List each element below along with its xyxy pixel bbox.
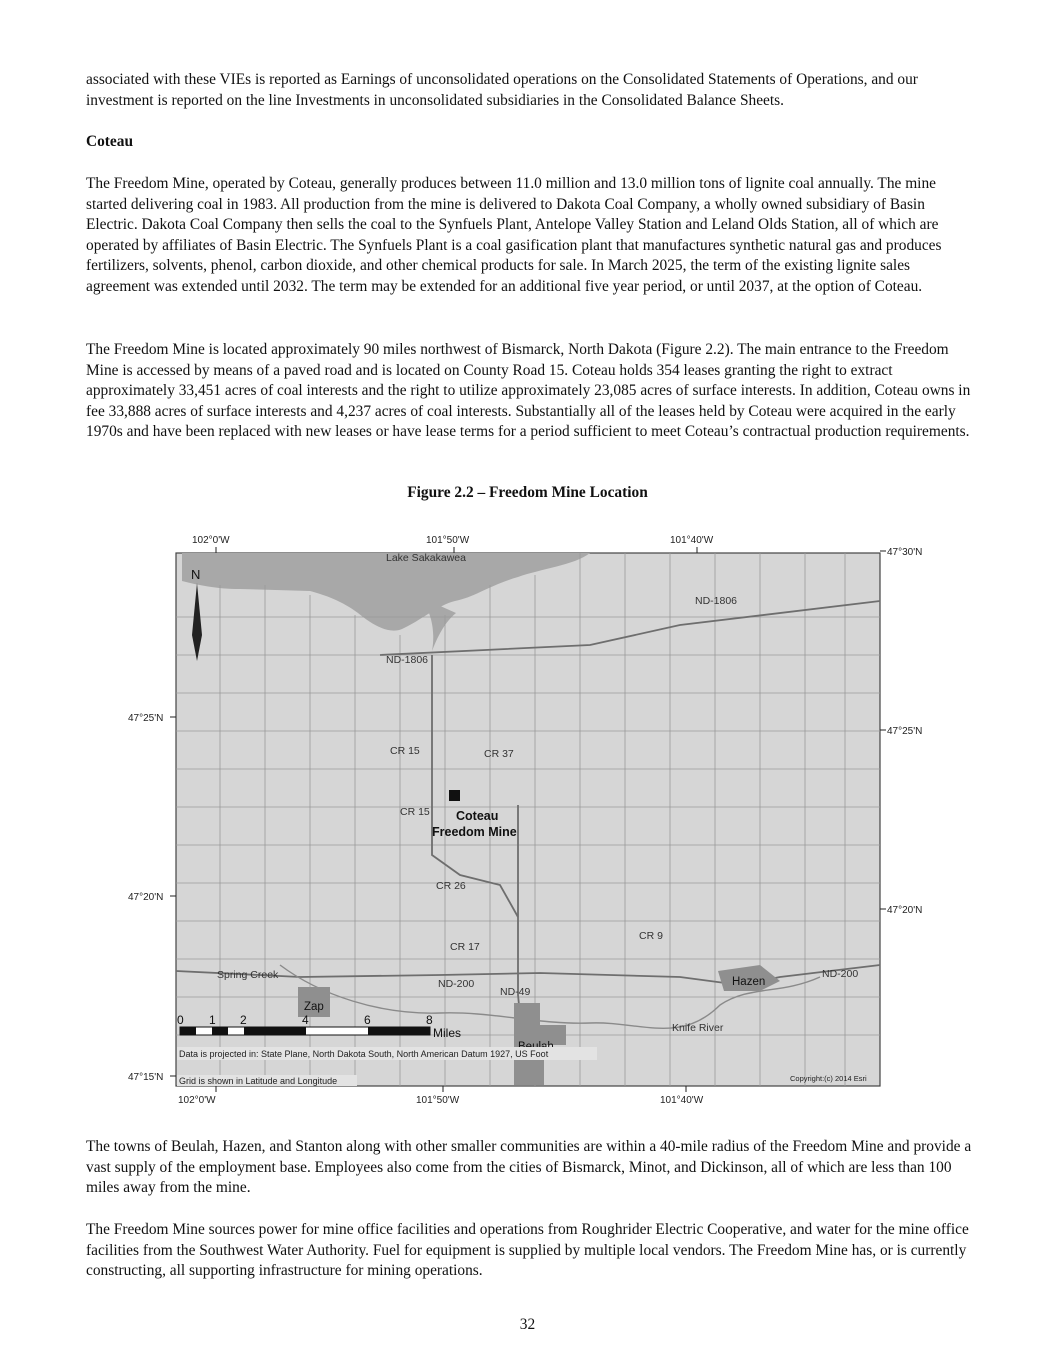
label-cr15-a: CR 15 bbox=[390, 745, 420, 757]
label-cr17: CR 17 bbox=[450, 941, 480, 953]
axis-right-2: 47°25'N bbox=[887, 726, 923, 737]
figure-title: Figure 2.2 – Freedom Mine Location bbox=[407, 484, 648, 501]
axis-right-1: 47°30'N bbox=[887, 547, 923, 558]
axis-top-3: 101°40'W bbox=[670, 535, 714, 546]
label-zap: Zap bbox=[304, 1001, 324, 1013]
label-lake: Lake Sakakawea bbox=[386, 552, 466, 564]
label-nd1806-a: ND-1806 bbox=[695, 595, 738, 607]
label-nd200-b: ND-200 bbox=[822, 968, 859, 980]
scale-tick-4: 4 bbox=[302, 1013, 309, 1027]
copyright-note: Copyright:(c) 2014 Esri bbox=[790, 1074, 867, 1083]
label-hazen: Hazen bbox=[732, 976, 766, 988]
axis-left-3: 47°15'N bbox=[128, 1072, 164, 1083]
axis-left-1: 47°25'N bbox=[128, 713, 164, 724]
mine-marker bbox=[449, 790, 460, 801]
paragraph-production: The Freedom Mine, operated by Coteau, generally produces between 11.0 million and 13.0 million tons of lignite coal annually. The mine started delivering coal in 1983. All production from the mine is delivered to Dakota Coal Company, a wholly owned subsidiary of Basin Electric. Dakota Coal Company then sells the coal to the Synfuels Plant, Antelope Valley Station and Leland Olds Station, all of which are operated by affiliates of Basin Electric. The Synfuels Plant is a coal gasification plant that manufactures synthetic natural gas and produces fertilizers, solvents, phenol, carbon dioxide, and other chemical products for sale. In March 2025, the term of the existing lignite sales agreement was extended until 2032. The term may be extended for an additional five year period, or until 2037, at the option of Coteau. bbox=[86, 175, 942, 295]
scale-bar bbox=[180, 1027, 430, 1035]
north-label: N bbox=[191, 567, 201, 582]
scale-unit: Miles bbox=[433, 1026, 462, 1040]
axis-bottom-2: 101°50'W bbox=[416, 1095, 460, 1106]
projection-note: Data is projected in: State Plane, North Dakota South, North American Datum 1927, US Foot bbox=[179, 1049, 549, 1059]
scale-tick-2: 2 bbox=[240, 1013, 247, 1027]
page-number: 32 bbox=[519, 1316, 536, 1333]
label-nd200-a: ND-200 bbox=[438, 978, 475, 990]
axis-bottom-3: 101°40'W bbox=[660, 1095, 704, 1106]
axis-top-1: 102°0'W bbox=[192, 535, 230, 546]
scale-tick-1: 1 bbox=[209, 1013, 216, 1027]
axis-bottom-1: 102°0'W bbox=[178, 1095, 216, 1106]
label-mine-subtitle: Freedom Mine bbox=[432, 825, 517, 839]
label-spring-creek: Spring Creek bbox=[217, 969, 279, 981]
freedom-mine-map bbox=[120, 525, 923, 1110]
paragraph-communities: The towns of Beulah, Hazen, and Stanton along with other smaller communities are within a 40-mile radius of the Freedom Mine and provide a vast supply of the employment base. Employees also come from the cities of Bismarck, Minot, and Dickinson, all of which are less than 100 miles away from the mine. bbox=[86, 1138, 972, 1197]
label-cr15-b: CR 15 bbox=[400, 806, 430, 818]
label-cr9: CR 9 bbox=[639, 930, 663, 942]
grid-note: Grid is shown in Latitude and Longitude bbox=[179, 1076, 338, 1086]
axis-top-2: 101°50'W bbox=[426, 535, 470, 546]
paragraph-infrastructure: The Freedom Mine sources power for mine office facilities and operations from Roughrider Electric Cooperative, and water for the mine office facilities from the Southwest Water Authority. Fuel for equipment is supplied by multiple local vendors. The Freedom Mine has, or is currently constructing, all supporting infrastructure for mining operations. bbox=[86, 1221, 969, 1280]
label-mine-name: Coteau bbox=[456, 809, 499, 823]
scale-tick-6: 6 bbox=[364, 1013, 371, 1027]
label-nd49: ND-49 bbox=[500, 986, 531, 998]
label-cr37: CR 37 bbox=[484, 748, 514, 760]
paragraph-intro: associated with these VIEs is reported as Earnings of unconsolidated operations on the Consolidated Statements of Operations, and our investment is reported on the line Investments in unconsolidated subsidiaries in the Consolidated Balance Sheets. bbox=[86, 71, 918, 109]
axis-left-2: 47°20'N bbox=[128, 892, 164, 903]
section-heading: Coteau bbox=[86, 133, 134, 150]
label-nd1806-b: ND-1806 bbox=[386, 654, 429, 666]
label-knife-river: Knife River bbox=[672, 1022, 724, 1034]
scale-tick-0: 0 bbox=[177, 1013, 184, 1027]
axis-right-3: 47°20'N bbox=[887, 905, 923, 916]
paragraph-location: The Freedom Mine is located approximately 90 miles northwest of Bismarck, North Dakota (Figure 2.2). The main entrance to the Freedom Mine is accessed by means of a paved road and is located on County Road 15. Coteau holds 354 leases granting the right to extract approximately 33,451 acres of coal interests and the right to utilize approximately 23,085 acres of surface interests. In addition, Coteau owns in fee 33,888 acres of surface interests and 4,237 acres of coal interests. Substantially all of the leases held by Coteau were acquired in the early 1970s and have been replaced with new leases or have lease terms for a period sufficient to meet Coteau’s contractual production requirements. bbox=[86, 341, 971, 441]
scale-tick-8: 8 bbox=[426, 1013, 433, 1027]
label-cr26: CR 26 bbox=[436, 880, 466, 892]
